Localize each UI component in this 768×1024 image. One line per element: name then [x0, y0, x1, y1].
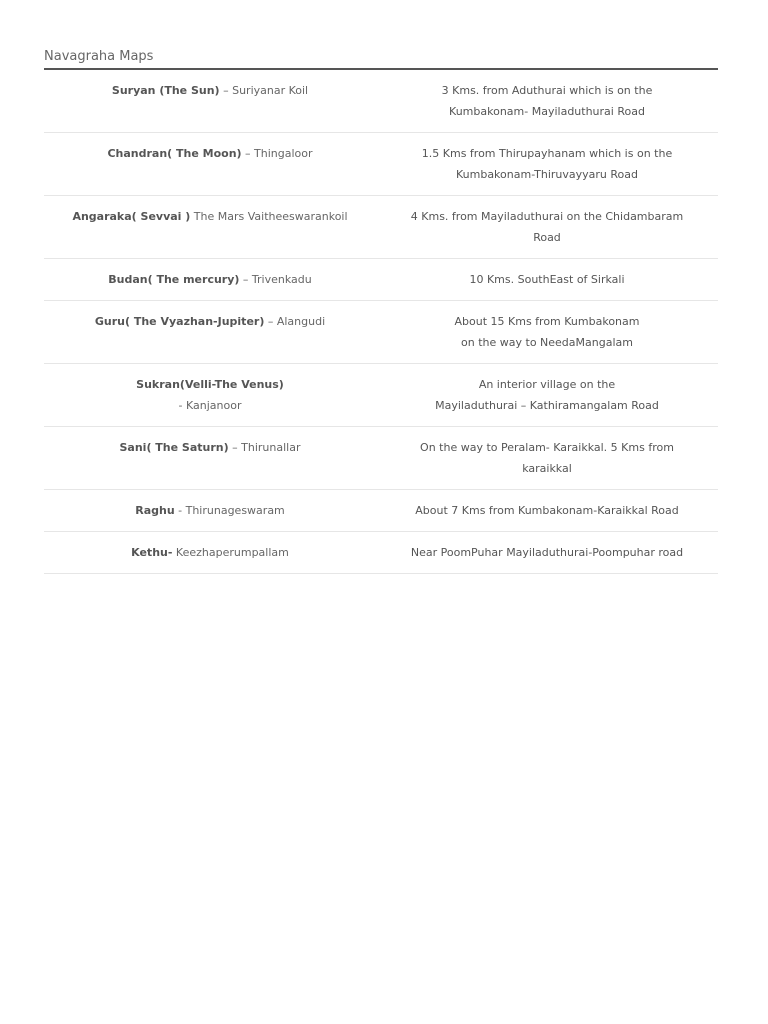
directions-line: Near PoomPuhar Mayiladuthurai-Poompuhar road	[410, 546, 684, 559]
planet-name: Raghu	[135, 504, 175, 517]
temple-place: – Suriyanar Koil	[219, 84, 309, 97]
temple-place: - Kanjanoor	[178, 399, 242, 412]
directions-line: Mayiladuthurai – Kathiramangalam Road	[435, 399, 659, 412]
planet-name: Sukran(Velli-The Venus)	[136, 378, 284, 391]
directions-line: About 7 Kms from Kumbakonam-Karaikkal Road	[415, 504, 679, 517]
planet-cell	[44, 301, 376, 363]
planet-name: Budan( The mercury)	[108, 273, 240, 286]
directions-line: Kumbakonam-Thiruvayyaru Road	[455, 168, 638, 181]
directions-cell	[376, 70, 718, 132]
directions-cell	[376, 427, 718, 489]
table-row	[44, 70, 718, 133]
navagraha-table	[44, 70, 718, 574]
table-row	[44, 364, 718, 427]
section-title: Navagraha Maps	[44, 49, 154, 64]
planet-cell	[44, 196, 376, 258]
temple-place: Keezhaperumpallam	[172, 546, 289, 559]
directions-line: About 15 Kms from Kumbakonam	[454, 315, 640, 328]
table-row	[44, 196, 718, 259]
planet-cell	[44, 70, 376, 132]
temple-place: – Thingaloor	[241, 147, 313, 160]
directions-cell	[376, 532, 718, 573]
planet-cell	[44, 427, 376, 489]
directions-line: 4 Kms. from Mayiladuthurai on the Chidambaram	[410, 210, 684, 223]
directions-line: 10 Kms. SouthEast of Sirkali	[469, 273, 625, 286]
planet-cell	[44, 259, 376, 300]
directions-line: Road	[533, 231, 561, 244]
table-row	[44, 532, 718, 574]
directions-cell	[376, 196, 718, 258]
directions-line: on the way to NeedaMangalam	[461, 336, 633, 349]
directions-cell	[376, 490, 718, 531]
table-row	[44, 259, 718, 301]
table-row	[44, 427, 718, 490]
planet-name: Guru( The Vyazhan-Jupiter)	[94, 315, 265, 328]
directions-line: On the way to Peralam- Karaikkal. 5 Kms from	[420, 441, 674, 454]
planet-name: Angaraka( Sevvai )	[72, 210, 191, 223]
directions-line: An interior village on the	[478, 378, 616, 391]
planet-name: Sani( The Saturn)	[119, 441, 229, 454]
directions-cell	[376, 259, 718, 300]
directions-cell	[376, 364, 718, 426]
temple-place: - Thirunageswaram	[174, 504, 285, 517]
planet-name: Kethu-	[131, 546, 173, 559]
directions-line: Kumbakonam- Mayiladuthurai Road	[449, 105, 645, 118]
temple-place: – Alangudi	[264, 315, 326, 328]
table-row	[44, 133, 718, 196]
directions-cell	[376, 133, 718, 195]
temple-place: – Trivenkadu	[239, 273, 312, 286]
table-row	[44, 301, 718, 364]
directions-line: karaikkal	[522, 462, 572, 475]
directions-line: 1.5 Kms from Thirupayhanam which is on the	[421, 147, 673, 160]
planet-cell	[44, 490, 376, 531]
temple-place: The Mars Vaitheeswarankoil	[190, 210, 348, 223]
planet-cell	[44, 364, 376, 426]
directions-cell	[376, 301, 718, 363]
planet-name: Chandran( The Moon)	[107, 147, 242, 160]
temple-place: – Thirunallar	[228, 441, 301, 454]
planet-cell	[44, 133, 376, 195]
planet-name: Suryan (The Sun)	[111, 84, 220, 97]
directions-line: 3 Kms. from Aduthurai which is on the	[441, 84, 653, 97]
table-row	[44, 490, 718, 532]
planet-cell	[44, 532, 376, 573]
